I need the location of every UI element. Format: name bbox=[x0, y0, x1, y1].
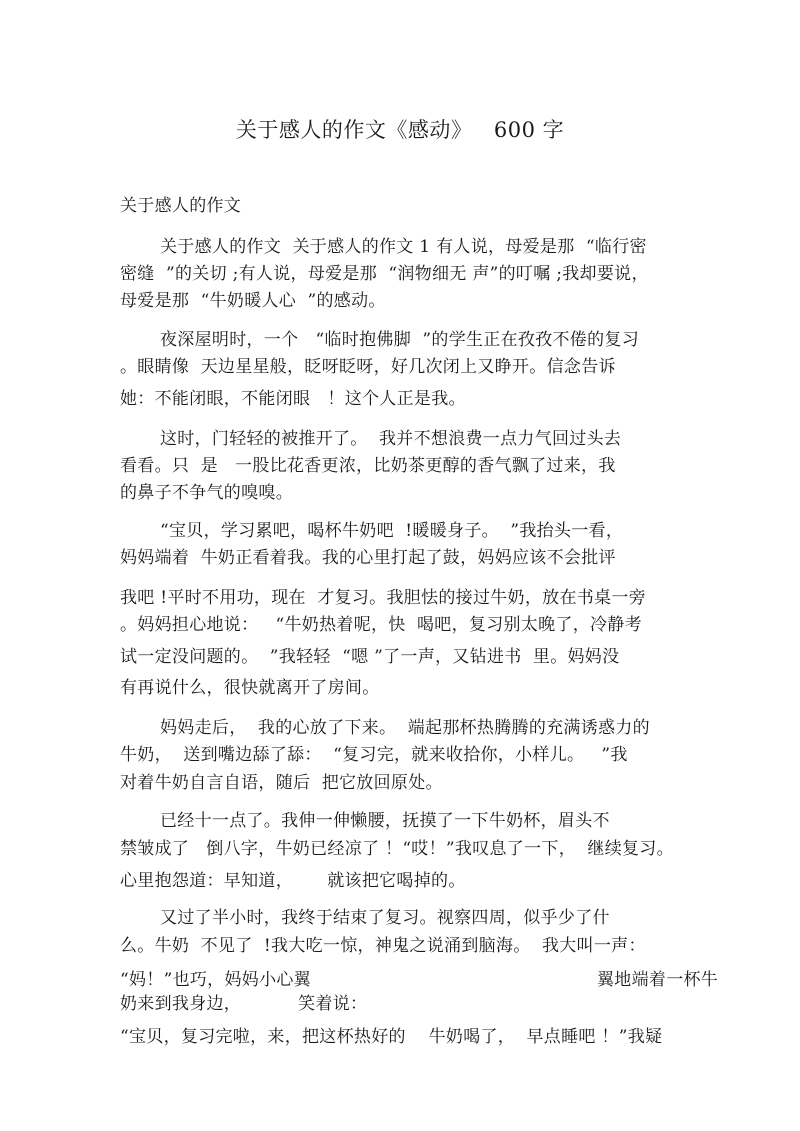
text-line: 关于感人的作文 关于感人的作文 1 有人说，母爱是那 “临行密 bbox=[160, 237, 647, 257]
text-line: 妈妈端着 牛奶正看着我。我的心里打起了鼓，妈妈应该不会批评 bbox=[120, 548, 616, 568]
section-heading: 关于感人的作文 bbox=[120, 196, 242, 216]
text-line: 翼地端着一杯牛 bbox=[597, 970, 719, 990]
text-line: 的鼻子不争气的嗅嗅。 bbox=[120, 483, 293, 503]
text-line: 夜深屋明时，一个 “临时抱佛脚 ”的学生正在孜孜不倦的复习 bbox=[160, 330, 639, 350]
text-line: 么。牛奶 不见了 !我大吃一惊，神鬼之说涌到脑海。 我大叫一声： bbox=[120, 936, 646, 956]
document-title: 关于感人的作文《感动》 600 字 bbox=[235, 118, 565, 142]
text-line: 又过了半小时，我终于结束了复习。视察四周，似乎少了什 bbox=[160, 908, 610, 928]
text-line: 我吧 !平时不用功，现在 才复习。我胆怯的接过牛奶，放在书桌一旁 bbox=[120, 588, 646, 608]
text-line: “宝贝，学习累吧，喝杯牛奶吧 !暖暖身子。 ”我抬头一看， bbox=[160, 521, 624, 541]
text-line: 有再说什么，很快就离开了房间。 bbox=[120, 678, 380, 698]
text-line: 牛奶， 送到嘴边舔了舔： “复习完，就来收拾你，小样儿。 ”我 bbox=[120, 745, 628, 765]
text-line: 禁皱成了 倒八字，牛奶已经凉了 ！“哎！”我叹息了一下， 继续复习。 bbox=[120, 839, 674, 859]
text-line: 看看。只 是 一股比花香更浓，比奶茶更醇的香气飘了过来，我 bbox=[120, 456, 616, 476]
text-line: 试一定没问题的。 ”我轻轻 “嗯 ”了一声，又钻进书 里。妈妈没 bbox=[120, 647, 620, 667]
text-line: 。妈妈担心地说： “牛奶热着呢，快 喝吧，复习别太晚了，冷静考 bbox=[120, 615, 642, 635]
text-line: 母爱是那 “牛奶暖人心 ”的感动。 bbox=[120, 291, 386, 311]
text-line: 对着牛奶自言自语，随后 把它放回原处。 bbox=[120, 773, 443, 793]
text-line: 心里抱怨道：早知道， 就该把它喝掉的。 bbox=[120, 871, 466, 891]
text-line: 妈妈走后， 我的心放了下来。 端起那杯热腾腾的充满诱惑力的 bbox=[160, 718, 650, 738]
text-line: 这时，门轻轻的被推开了。 我并不想浪费一点力气回过头去 bbox=[160, 429, 622, 449]
text-line: “妈！”也巧，妈妈小心翼 bbox=[120, 970, 311, 990]
text-line: 奶来到我身边， 笑着说： bbox=[120, 994, 368, 1014]
text-line: “宝贝，复习完啦，来，把这杯热好的 牛奶喝了， 早点睡吧 ！”我疑 bbox=[120, 1027, 663, 1047]
text-line: 密缝 ”的关切 ;有人说，母爱是那 “润物细无 声”的叮嘱 ;我却要说， bbox=[120, 264, 649, 284]
text-line: 。眼睛像 天边星星般，眨呀眨呀，好几次闭上又睁开。信念告诉 bbox=[120, 357, 616, 377]
text-line: 已经十一点了。我伸一伸懒腰，抚摸了一下牛奶杯，眉头不 bbox=[160, 811, 610, 831]
text-line: 她：不能闭眼，不能闭眼 ！这个人正是我。 bbox=[120, 389, 466, 409]
